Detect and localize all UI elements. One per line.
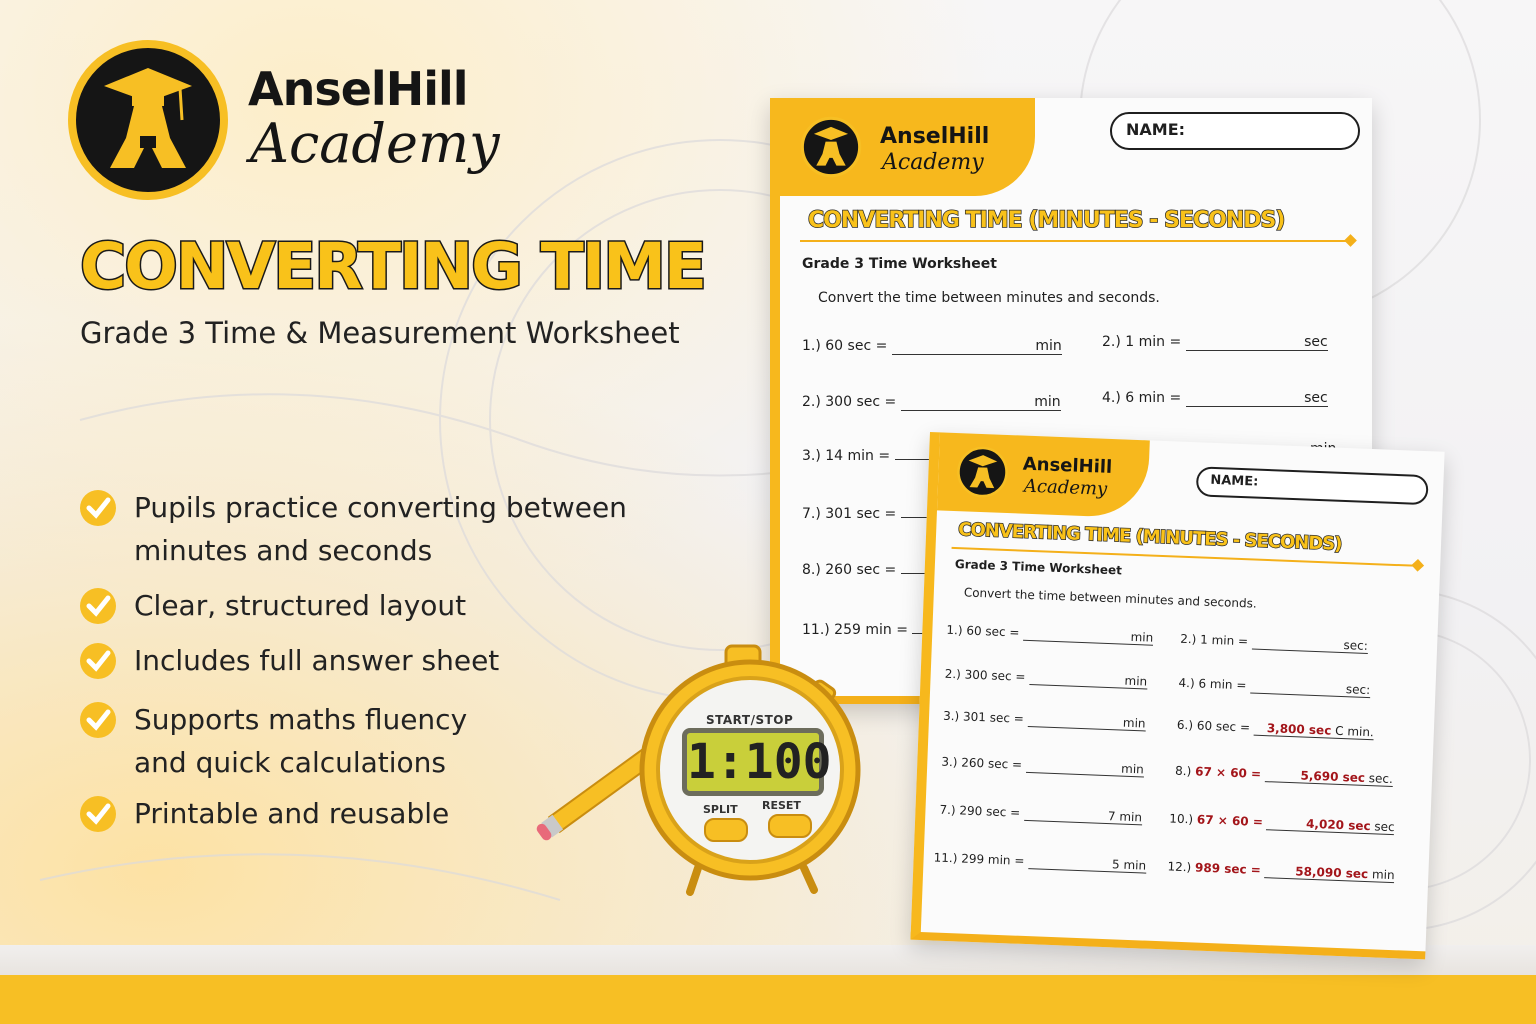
- question-2: 2.) 1 min = sec: [1102, 334, 1328, 350]
- name-label: NAME:: [1210, 472, 1259, 490]
- worksheet-brand-name: AnselHill: [880, 124, 990, 149]
- stopwatch-reset-button[interactable]: [768, 814, 812, 838]
- question-4: 4.) 6 min = sec: [1102, 390, 1328, 406]
- brand-subtitle: Academy: [250, 112, 500, 175]
- bottom-accent-band: [0, 975, 1536, 1024]
- graduation-cap-logo-icon: [956, 445, 1010, 499]
- feature-text: Supports maths fluency: [134, 703, 468, 736]
- graduation-cap-logo-icon: [800, 116, 862, 178]
- worksheet-title: CONVERTING TIME (MINUTES - SECONDS): [957, 519, 1342, 555]
- question-8: 8.) 67 × 60 = 5,690 sec sec.: [1174, 763, 1394, 787]
- worksheet-instructions: Convert the time between minutes and seconds.: [818, 290, 1160, 306]
- feature-item: [78, 584, 466, 627]
- question-12: 12.) 989 sec = 58,090 sec min: [1167, 859, 1395, 883]
- check-circle-icon: [78, 700, 118, 740]
- worksheet-title: CONVERTING TIME (MINUTES - SECONDS): [808, 208, 1285, 233]
- feature-text: Includes full answer sheet: [134, 644, 500, 677]
- feature-item: [78, 486, 627, 572]
- feature-text: Printable and reusable: [134, 797, 450, 830]
- question-9: 7.) 290 sec = 7 min: [939, 802, 1143, 825]
- question-4: 4.) 6 min = sec:: [1178, 675, 1371, 698]
- feature-text-cont: minutes and seconds: [134, 534, 433, 567]
- check-circle-icon: [78, 586, 118, 626]
- worksheet-grade: Grade 3 Time Worksheet: [802, 256, 997, 272]
- stopwatch-display: 1:100: [682, 728, 824, 796]
- worksheet-brand-sub: Academy: [882, 150, 984, 175]
- question-5: 3.) 14 min =: [802, 448, 935, 464]
- page-title: CONVERTING TIME: [80, 230, 705, 303]
- stopwatch-reset-label: RESET: [762, 799, 801, 812]
- worksheet-instructions: Convert the time between minutes and seconds.: [963, 585, 1257, 611]
- graduation-cap-logo-icon: [68, 40, 228, 200]
- question-2: 2.) 1 min = sec:: [1179, 631, 1369, 653]
- question-11: 11.) 299 min = 5 min: [933, 850, 1147, 873]
- name-label: NAME:: [1126, 120, 1186, 139]
- title-underline: [800, 240, 1348, 242]
- diamond-ornament: [1411, 559, 1424, 572]
- worksheet-grade: Grade 3 Time Worksheet: [954, 557, 1123, 578]
- stopwatch-split-button[interactable]: [704, 818, 748, 842]
- question-10: 10.) 67 × 60 = 4,020 sec sec: [1169, 811, 1395, 835]
- question-1: 1.) 60 sec = min: [802, 338, 1062, 354]
- question-5: 3.) 301 sec = min: [942, 708, 1146, 731]
- worksheet-brand-sub: Academy: [1023, 475, 1108, 500]
- brand-name: AnselHill: [248, 62, 468, 116]
- feature-item: [78, 792, 449, 835]
- feature-item: [78, 698, 467, 784]
- worksheet-preview-front: [910, 432, 1444, 959]
- check-circle-icon: [78, 488, 118, 528]
- question-6: 7.) 301 sec =: [802, 506, 931, 522]
- check-circle-icon: [78, 641, 118, 681]
- page-subtitle: Grade 3 Time & Measurement Worksheet: [80, 316, 680, 350]
- question-3: 2.) 300 sec = min: [802, 394, 1061, 410]
- question-1: 1.) 60 sec = min: [946, 622, 1154, 645]
- question-3: 2.) 300 sec = min: [944, 666, 1148, 689]
- question-7: 8.) 260 sec =: [802, 562, 931, 578]
- question-8: 11.) 259 min =: [802, 622, 932, 638]
- feature-text: Clear, structured layout: [134, 589, 467, 622]
- feature-item: [78, 639, 499, 682]
- diamond-ornament: [1344, 234, 1357, 247]
- stopwatch-split-label: SPLIT: [703, 803, 738, 816]
- question-7: 3.) 260 sec = min: [941, 754, 1145, 777]
- stopwatch-top-label: START/STOP: [706, 713, 794, 727]
- check-circle-icon: [78, 794, 118, 834]
- worksheet-brand-name: AnselHill: [1022, 453, 1113, 479]
- feature-text: Pupils practice converting between: [134, 491, 627, 524]
- feature-text-cont: and quick calculations: [134, 746, 447, 779]
- question-6: 6.) 60 sec = 3,800 sec C min.: [1176, 717, 1375, 740]
